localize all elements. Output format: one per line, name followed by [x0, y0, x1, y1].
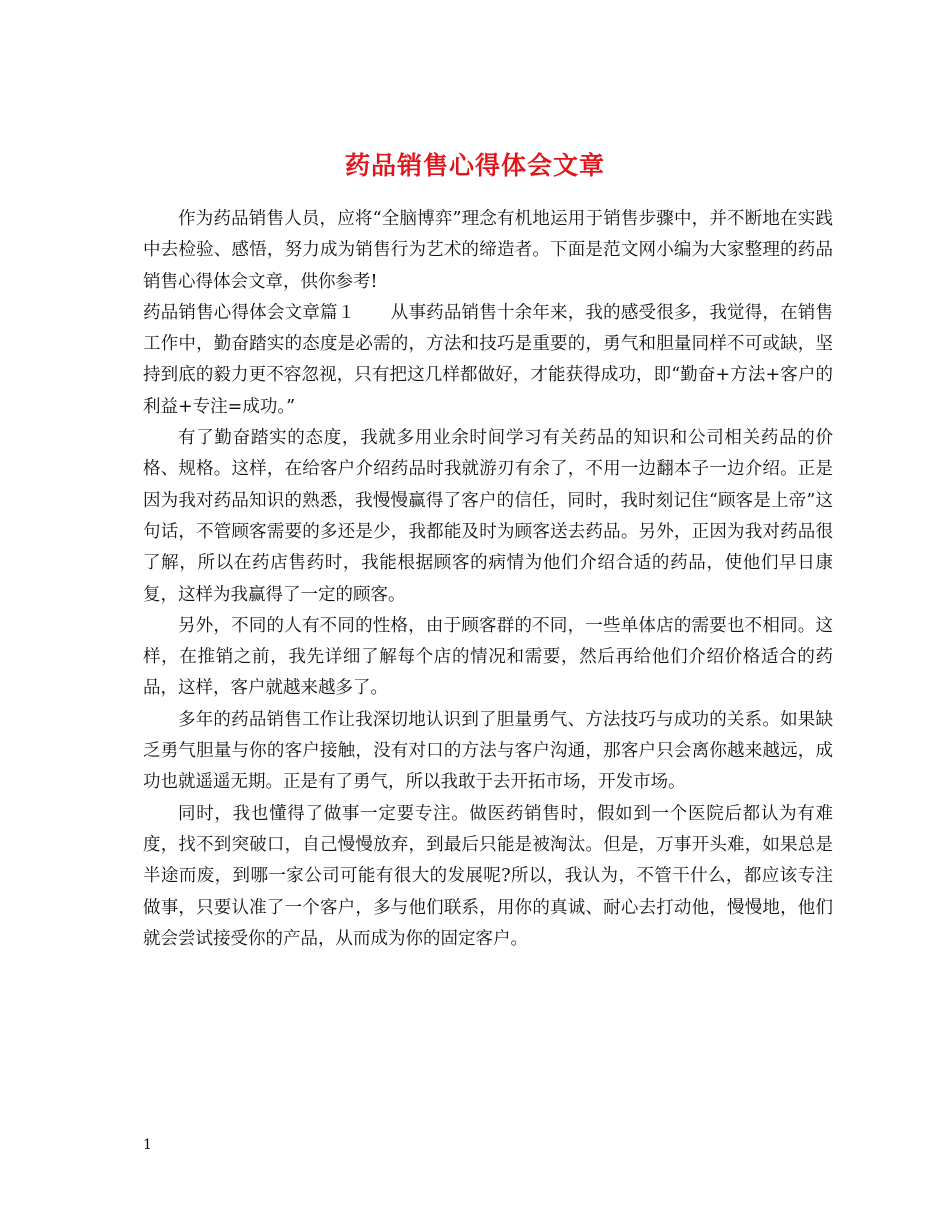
document-title: 药品销售心得体会文章: [344, 150, 605, 180]
body-paragraph: 有了勤奋踏实的态度，我就多用业余时间学习有关药品的知识和公司相关药品的价格、规格。这样，在给客户介绍药品时我就游刃有余了，不用一边翻本子一边介绍。正是因为我对药品知识的熟悉，我慢慢赢得了客户的信任，同时，我时刻记住“顾客是上帝”这句话，不管顾客需要的多还是少，我都能及时为顾客送去药品。另外，正因为我对药品很了解，所以在药店售药时，我能根据顾客的病情为他们介绍合适的药品，使他们早日康复，这样为我赢得了一定的顾客。: [143, 428, 833, 605]
body-paragraph: 另外，不同的人有不同的性格，由于顾客群的不同，一些单体店的需要也不相同。这样，在推销之前，我先详细了解每个店的情况和需要，然后再给他们介绍价格适合的药品，这样，客户就越来越多了。: [143, 615, 833, 699]
document-body: [143, 204, 833, 955]
body-paragraph: 同时，我也懂得了做事一定要专注。做医药销售时，假如到一个医院后都认为有难度，找不到突破口，自己慢慢放弃，到最后只能是被淘汰。但是，万事开头难，如果总是半途而废，到哪一家公司可能有很大的发展呢?所以，我认为，不管干什么，都应该专注做事，只要认准了一个客户，多与他们联系，用你的真诚、耐心去打动他，慢慢地，他们就会尝试接受你的产品，从而成为你的固定客户。: [143, 803, 833, 949]
body-paragraph: 多年的药品销售工作让我深切地认识到了胆量勇气、方法技巧与成功的关系。如果缺乏勇气胆量与你的客户接触，没有对口的方法与客户沟通，那客户只会离你越来越远，成功也就遥遥无期。正是有了勇气，所以我敢于去开拓市场，开发市场。: [143, 709, 833, 793]
intro-paragraph: 作为药品销售人员，应将“全脑博弈”理念有机地运用于销售步骤中，并不断地在实践中去检验、感悟，努力成为销售行为艺术的缔造者。下面是范文网小编为大家整理的药品销售心得体会文章，供你参考!: [143, 209, 833, 292]
page-number: 1: [143, 1137, 152, 1153]
section-heading-paragraph: 药品销售心得体会文章篇１ 从事药品销售十余年来，我的感受很多，我觉得，在销售工作中，勤奋踏实的态度是必需的，方法和技巧是重要的，勇气和胆量同样不可或缺，坚持到底的毅力更不容忽视，只有把这几样都做好，才能获得成功，即“勤奋+方法+客户的利益+专注=成功。”: [143, 302, 833, 417]
